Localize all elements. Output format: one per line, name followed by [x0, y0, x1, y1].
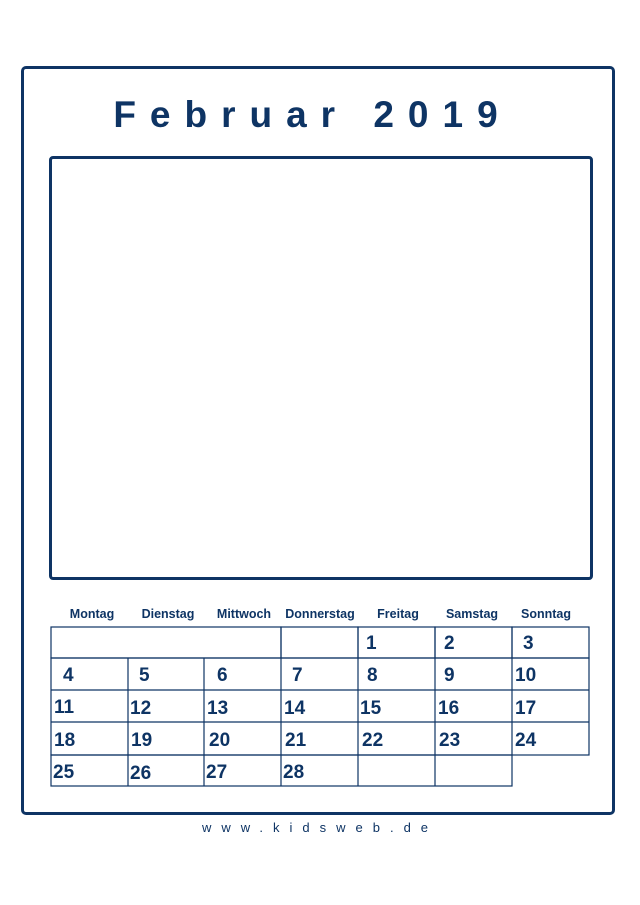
day-cell: 9	[444, 665, 455, 686]
day-cell: 7	[292, 665, 303, 686]
website-footer: www.kidsweb.de	[201, 820, 439, 835]
day-cell: 11	[54, 697, 75, 718]
day-cell: 20	[209, 730, 231, 751]
day-cell: 14	[284, 698, 306, 719]
page-title: Februar 2019	[113, 94, 512, 135]
day-cell: 15	[360, 698, 382, 719]
weekday-label-saturday: Samstag	[445, 607, 499, 621]
day-cell: 23	[439, 730, 461, 751]
day-cell: 2	[444, 633, 455, 654]
day-cell: 3	[523, 633, 534, 654]
weekday-label-tuesday: Dienstag	[141, 607, 195, 621]
weekday-label-wednesday: Mittwoch	[216, 607, 272, 621]
weekday-label-sunday: Sonntag	[521, 607, 571, 621]
day-cell: 1	[366, 633, 377, 654]
day-cell: 8	[367, 665, 378, 686]
day-cell: 26	[130, 763, 152, 784]
day-cell: 24	[515, 730, 537, 751]
weekday-label-friday: Freitag	[377, 607, 419, 621]
day-cell: 19	[131, 730, 153, 751]
day-cell: 22	[362, 730, 384, 751]
day-cell: 25	[53, 762, 75, 783]
day-cell: 17	[515, 698, 537, 719]
day-cell: 4	[63, 665, 74, 686]
weekday-label-thursday: Donnerstag	[285, 607, 355, 621]
day-cell: 27	[206, 762, 228, 783]
day-cell: 5	[139, 665, 150, 686]
day-cell: 28	[283, 762, 305, 783]
day-cell: 16	[438, 698, 460, 719]
weekday-label-monday: Montag	[69, 607, 115, 621]
day-cell: 10	[515, 665, 537, 686]
day-cell: 13	[207, 698, 229, 719]
day-cell: 21	[285, 730, 307, 751]
day-cell: 18	[54, 730, 76, 751]
day-cell: 6	[217, 665, 228, 686]
day-cell: 12	[130, 698, 152, 719]
